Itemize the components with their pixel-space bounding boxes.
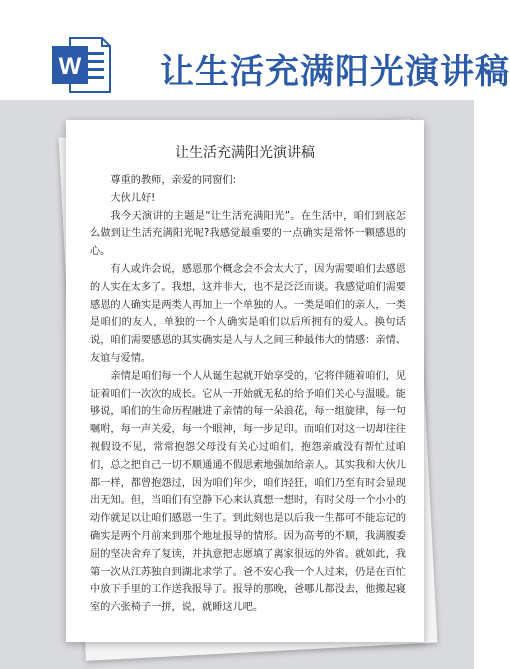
document-title: 让生活充满阳光演讲稿 xyxy=(175,145,315,161)
salutation-paragraph: 大伙儿好! xyxy=(110,192,156,204)
body-paragraph: 有人或许会说，感恩那个概念会不会太大了，因为需要咱们去感恩的人实在太多了。我想，这并非大，也不是泛泛而谈。我感觉咱们需要感恩的人确实是两类人再加上一个单独的人。一类是咱们的亲人，一类是咱们的友人，单独的一个人确实是咱们以后所拥有的爱人。换句话说，咱们需要感恩的其实确实是人与人之间三种最伟大的情感：亲情、友谊与爱情。 xyxy=(90,263,406,364)
document-page xyxy=(66,120,424,642)
body-paragraph: 亲情是咱们每一个人从诞生起就开始享受的，它将伴随着咱们，见证着咱们一次次的成长。它从一开始就无私的给予咱们关心与温暖。能够说，咱们的生命历程融进了亲情的每一朵浪花，每一组旋律，每一句嘱咐，每一声关爱，每一个眼神，每一步足印。而咱们对这一切却往往视假设不见，常常抱怨父母没有关心过咱们，抱怨亲戚没有帮忙过咱们，总之把自己一切不顺通通不假思索地强加给亲人。其实我和大伙儿都一样，都曾抱怨过，因为咱们年少，咱们轻狂，咱们乃至有时会显现出无知。但，当咱们有空静下心来认真想一想时，有时父母一个小小的动作就足以让咱们感恩一生了。到此刻也是以后我一生都可不能忘记的确实是两个月前来到那个地址报导的情形。因为高考的不顺，我满腹委屈的坚决舍弃了复读，并执意把志愿填了离家很远的外省。就如此，我第一次从江苏独自到湖北求学了。爸不安心我一个人过来，仍是在百忙中放下手里的工作送我报导了。报导的那晚，爸哪儿都没去，他搬起寝室的六张椅子一拼，说，就睡这儿吧。 xyxy=(90,370,406,614)
body-paragraph: 我今天演讲的主题是“让生活充满阳光”。在生活中，咱们到底怎么做到让生活充满阳光呢?我感觉最重要的一点确实是常怀一颗感恩的心。 xyxy=(90,210,406,258)
greeting-paragraph: 尊重的教师，亲爱的同窗们: xyxy=(110,175,237,186)
header-banner xyxy=(0,0,510,100)
document-body xyxy=(90,172,406,617)
word-document-icon xyxy=(52,36,112,94)
word-icon-letter: W xyxy=(58,53,82,80)
banner-title: 让生活充满阳光演讲稿 xyxy=(160,52,510,92)
